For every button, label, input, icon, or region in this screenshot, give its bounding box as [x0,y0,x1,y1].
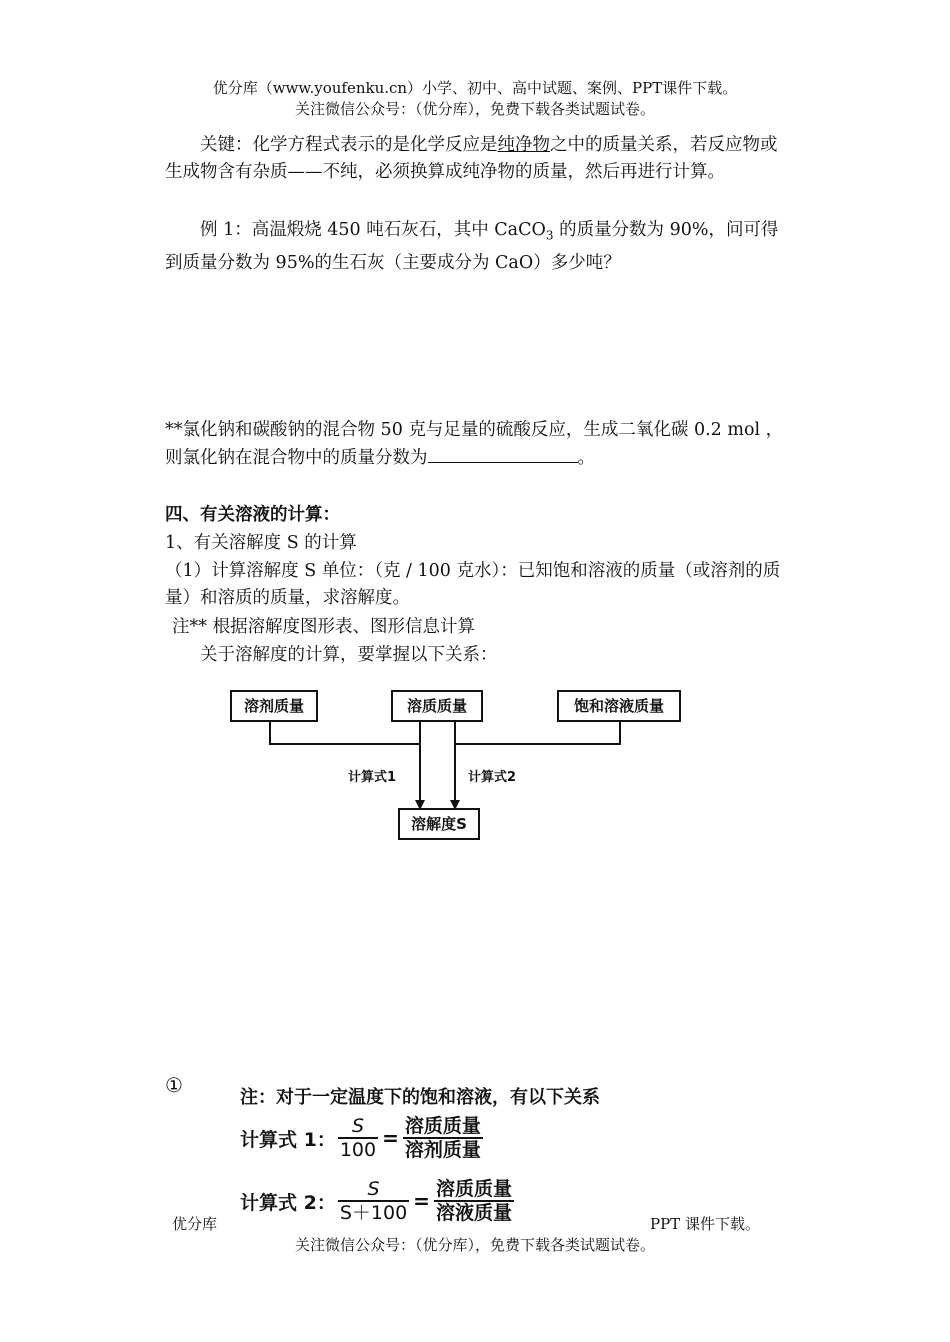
key-underlined: 纯净物 [497,135,550,155]
section-4-sub1: 1、有关溶解度 S 的计算 [165,533,357,553]
example-1-sub: 3 [545,228,554,243]
formula-2-num: S [338,1178,409,1202]
formula-1-rnum: 溶质质量 [404,1115,481,1137]
circled-marker: ① [165,1073,183,1097]
example-1-part1: 例 1：高温煅烧 450 吨石灰石，其中 CaCO [200,220,546,240]
formula-1-num: S [338,1115,378,1139]
formula-2-equals: = [413,1189,430,1213]
line-solvent-to-result [270,720,420,808]
formula-1-right-fraction [403,1115,483,1161]
formula-1-den: 100 [339,1139,377,1161]
section-4-note: 注** 根据溶解度图形表、图形信息计算 [172,617,476,637]
exercise-end: 。 [577,448,595,468]
footer-right: PPT 课件下载。 [650,1215,760,1233]
footer-line-2: 关注微信公众号：（优分库），免费下载各类试题试卷。 [294,1236,655,1254]
formula-2-right-fraction [434,1178,514,1224]
key-prefix: 关键：化学方程式表示的是化学反应是 [200,135,498,155]
section-4-relation: 关于溶解度的计算，要掌握以下关系： [200,645,498,665]
example-1-part2: 的质量分数为 90%，问可得到质量分数为 95%的生石灰（主要成分为 CaO）多少吨？ [165,220,779,273]
key-suffix: 之中的质量关系，若反应物或生成物含有杂质——不纯，必须换算成纯净物的质量，然后再进行计算。 [165,135,778,182]
box-solvent-mass: 溶剂质量 [230,690,318,722]
formula-1-equals: = [382,1126,399,1150]
formula-2-label: 计算式 2： [240,1191,336,1214]
formula-note: 注：对于一定温度下的饱和溶液，有以下关系 [240,1087,600,1108]
box-solubility: 溶解度S [398,808,480,840]
header-line-1: 优分库（www.youfenku.cn）小学、初中、高中试题、案例、PPT课件下载。 [212,79,738,97]
header-line-2: 关注微信公众号：（优分库），免费下载各类试题试卷。 [294,100,655,118]
exercise-text: **氯化钠和碳酸钠的混合物 50 克与足量的硫酸反应，生成二氧化碳 0.2 mol ，则氯化钠在混合物中的质量分数为 [165,420,784,468]
line-saturated-to-result [455,720,620,808]
label-formula-1: 计算式1 [348,770,397,785]
section-4-title: 四、有关溶液的计算： [165,505,340,525]
footer-left: 优分库 [172,1215,218,1233]
label-formula-2: 计算式2 [468,770,517,785]
formula-1-label: 计算式 1： [240,1128,336,1151]
formula-2-left-fraction [338,1178,409,1224]
section-4-item1: （1）计算溶解度 S 单位：（克 / 100 克水）：已知饱和溶液的质量（或溶剂的质量）和溶质的质量，求溶解度。 [165,561,781,608]
formula-2-rnum: 溶质质量 [435,1178,512,1200]
formula-2-den: S＋100 [339,1202,408,1224]
formula-1-row [240,1115,483,1161]
box-solute-mass: 溶质质量 [391,690,483,722]
formula-1-rden: 溶剂质量 [404,1139,481,1161]
box-saturated-solution-mass: 饱和溶液质量 [557,690,681,722]
formula-2-rden: 溶液质量 [435,1202,512,1224]
formula-1-left-fraction [338,1115,378,1161]
formula-2-row [240,1178,514,1224]
